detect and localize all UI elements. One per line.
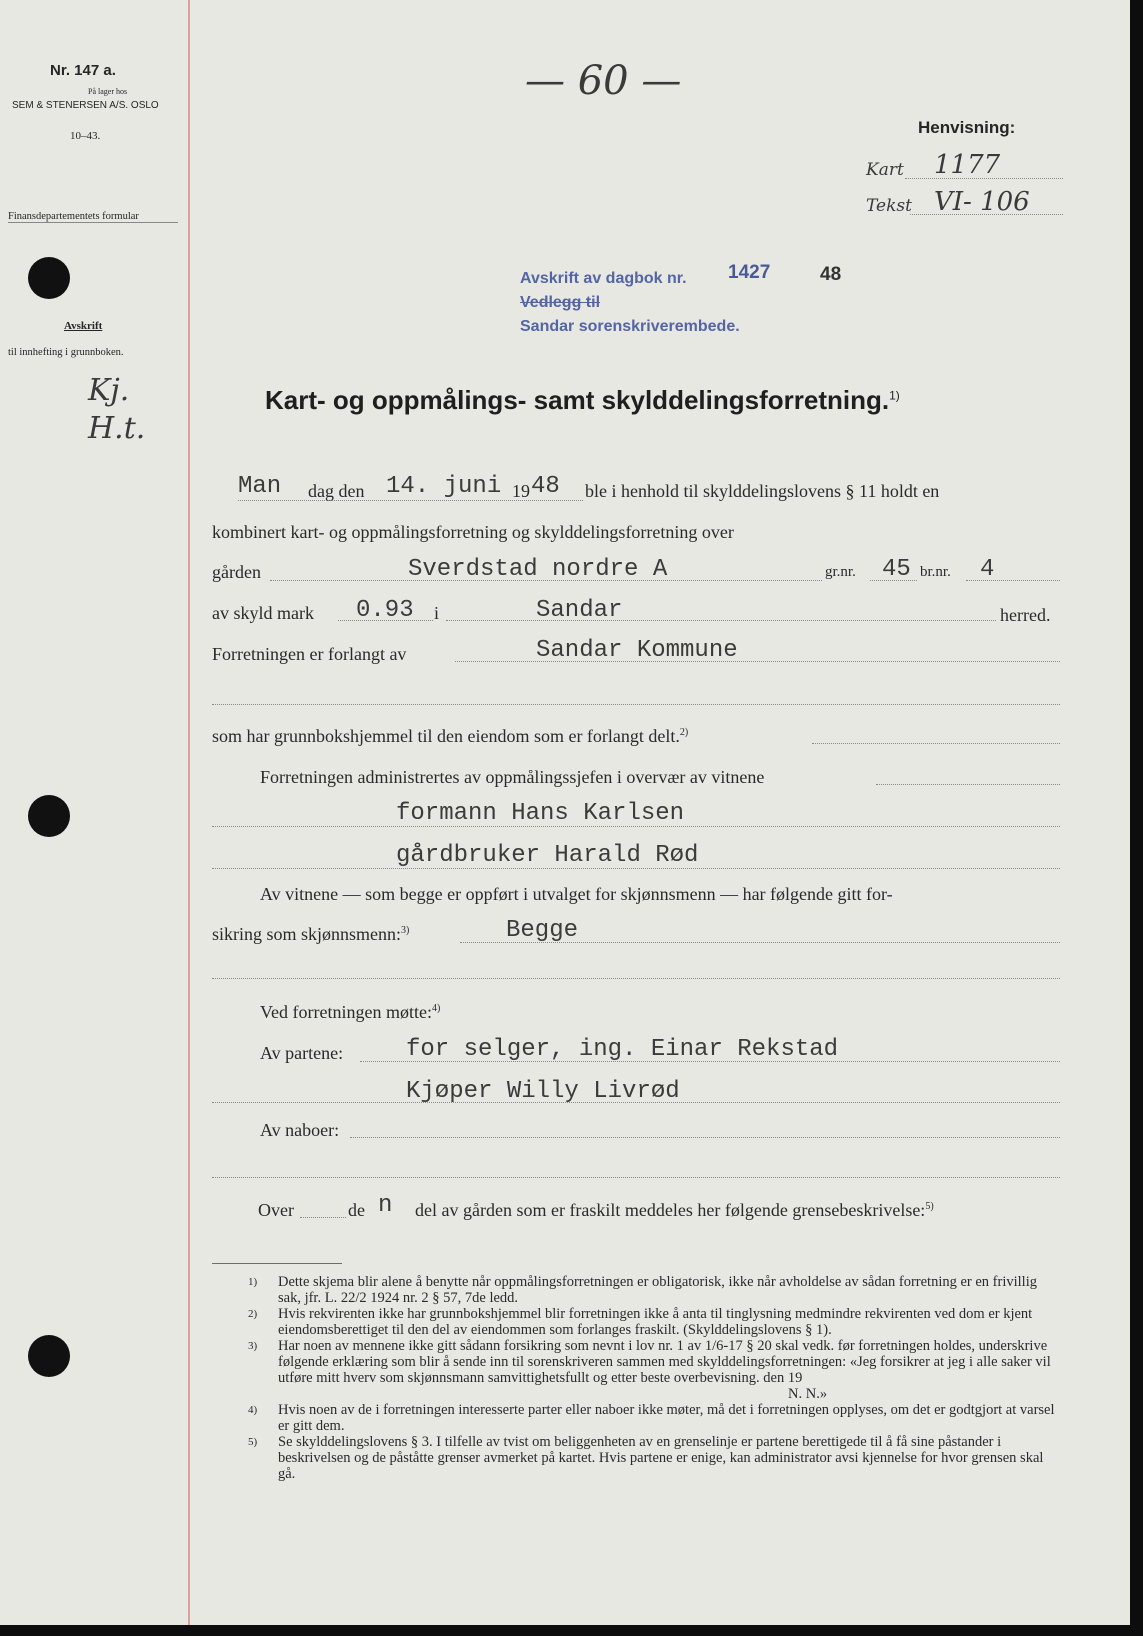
over-line xyxy=(300,1217,346,1218)
footnote-5: 5) Se skylddelingslovens § 3. I tilfelle av tvist om beliggenheten av en grenselinje er partene berettigede til å få sine påstander i beskrivelsen og de påståtte grenser avmerket på kartet. Hvis partene er enige, kan administrator avsi kjennelse for hvor grensen skal gå. xyxy=(248,1434,1044,1482)
hjemmel-line xyxy=(812,743,1060,744)
form-number: Nr. 147 a. xyxy=(50,62,116,79)
forsikring-line2: sikring som skjønnsmenn:$^{3)}$ xyxy=(212,924,410,944)
i-label: i xyxy=(434,603,440,623)
kart-value: 1177 xyxy=(934,150,1001,180)
brnr-line xyxy=(966,580,1060,581)
year-prefix: 19 xyxy=(512,481,530,501)
footnote-3-signature: N. N.» xyxy=(788,1386,828,1402)
grnr-line xyxy=(870,580,917,581)
tekst-line xyxy=(910,214,1063,215)
forlangt-value: Sandar Kommune xyxy=(536,637,738,664)
skyld-value: 0.93 xyxy=(356,597,414,624)
tekst-value: VI- 106 xyxy=(934,187,1030,217)
brnr-value: 4 xyxy=(980,556,995,583)
del-text: del av gården som er fraskilt meddeles her følgende grensebeskrivelse:$^{5)}$ xyxy=(415,1200,934,1220)
blank-line-2 xyxy=(212,978,1060,979)
punch-hole-top xyxy=(28,257,70,299)
stamp-line1: Avskrift av dagbok nr. xyxy=(520,270,687,287)
party-1-line xyxy=(360,1061,1060,1062)
date-line xyxy=(238,500,583,501)
hjemmel-text: som har grunnbokshjemmel til den eiendom som er forlangt delt.$^{2)}$ xyxy=(212,726,689,746)
forlangt-label: Forretningen er forlangt av xyxy=(212,644,407,664)
witness-1: formann Hans Karlsen xyxy=(396,800,685,827)
party-1: for selger, ing. Einar Rekstad xyxy=(406,1036,839,1063)
witness-2-line xyxy=(212,868,1060,869)
avskrift-title: Avskrift xyxy=(64,320,103,332)
line2-text: kombinert kart- og oppmålingsforretning og skylddelingsforretning over xyxy=(212,522,734,542)
brnr-label: br.nr. xyxy=(920,564,951,580)
footnotes xyxy=(248,1274,1056,1482)
party-2-line xyxy=(212,1102,1060,1103)
herred-label: herred. xyxy=(1000,605,1051,625)
grnr-label: gr.nr. xyxy=(825,564,856,580)
blank-line-1 xyxy=(212,704,1060,705)
avskrift-subtitle: til innhefting i grunnboken. xyxy=(8,347,124,358)
punch-hole-middle xyxy=(28,795,70,837)
line1-rest: ble i henhold til skylddelingslovens § 11 holdt en xyxy=(585,481,940,501)
witness-2: gårdbruker Harald Rød xyxy=(396,842,699,869)
footnote-2: 2) Hvis rekvirenten ikke har grunnbokshjemmel blir forretningen ikke å anta til tinglysning medmindre rekvirenten ved dom er kjent eiendomsberettiget til den del av eiendommen som forlanges fraskilt. (Skylddelingslovens § 1). xyxy=(248,1306,1033,1338)
blank-line-3 xyxy=(212,1177,1060,1178)
herred-line xyxy=(446,620,996,621)
year-value: 48 xyxy=(531,473,560,500)
forlangt-line xyxy=(455,661,1060,662)
naboer-label: Av naboer: xyxy=(260,1120,340,1140)
publisher-line2: SEM & STENERSEN A/S. OSLO xyxy=(12,100,159,111)
forsikring-value: Begge xyxy=(506,917,579,944)
day-value: Man xyxy=(238,473,282,500)
herred-value: Sandar xyxy=(536,597,623,624)
de-value: n xyxy=(378,1192,393,1219)
stamp-line3: Sandar sorenskriverembede. xyxy=(520,318,740,335)
naboer-line xyxy=(350,1137,1060,1138)
kart-line xyxy=(905,178,1063,179)
document-heading: Kart- og oppmålings- samt skylddelingsforretning.$^{1)}$ xyxy=(265,385,900,415)
form-type-underline xyxy=(8,222,178,223)
witness-1-line xyxy=(212,826,1060,827)
partene-label: Av partene: xyxy=(260,1043,344,1063)
forsikring-line1: Av vitnene — som begge er oppført i utvalget for skjønnsmenn — har følgende gitt for- xyxy=(260,884,893,904)
form-type: Finansdepartementets formular xyxy=(8,211,139,222)
date-value: 14. juni xyxy=(386,473,502,500)
over-label: Over xyxy=(258,1200,294,1220)
motte-label: Ved forretningen møtte:$^{4)}$ xyxy=(260,1002,441,1022)
stamp-line2: Vedlegg til xyxy=(520,294,601,311)
skyld-label: av skyld mark xyxy=(212,603,314,623)
party-2: Kjøper Willy Livrød xyxy=(406,1078,680,1105)
admin-line xyxy=(876,784,1060,785)
admin-text: Forretningen administrertes av oppmålingssjefen i overvær av vitnene xyxy=(260,767,765,787)
garden-value: Sverdstad nordre A xyxy=(408,556,668,583)
kart-label: Kart xyxy=(866,160,904,180)
footnote-rule xyxy=(212,1263,342,1264)
footnote-4: 4) Hvis noen av de i forretningen interesserte parter eller naboer ikke møter, må det i forretningen opplyses, om det er godtgjort at varsel er gitt dem. xyxy=(248,1402,1055,1434)
initials-signature: Kj. H.t. xyxy=(88,373,146,446)
stamp-year: 48 xyxy=(820,264,842,285)
garden-label: gården xyxy=(212,562,261,582)
punch-hole-bottom xyxy=(28,1335,70,1377)
publisher-line1: På lager hos xyxy=(88,87,128,96)
garden-line xyxy=(270,580,822,581)
date-code: 10–43. xyxy=(70,130,101,142)
forsikring-line xyxy=(460,942,1060,943)
stamp-number: 1427 xyxy=(728,262,771,283)
page-number: — 60 — xyxy=(525,58,682,104)
footnote-3: 3) Har noen av mennene ikke gitt sådann forsikring som nevnt i lov nr. 1 av 1/6-17 § 20 skal vedk. før forretningen holdes, underskrive følgende erklæring som blir å sende inn til sorenskriveren sammen med skylddelingsforretningen: «Jeg forsikrer at jeg i alle saker vil utføre mitt hverv som skjønnsmann samvittighetsfullt og etter beste overbevisning. den 19 xyxy=(248,1338,1051,1386)
reference-title: Henvisning: xyxy=(918,118,1016,137)
grnr-value: 45 xyxy=(882,556,911,583)
margin-rule xyxy=(188,0,190,1625)
footnote-1: 1) Dette skjema blir alene å benytte når oppmålingsforretningen er obligatorisk, ikke når avholdelse av sådan forretning er en frivillig sak, jfr. L. 22/2 1924 nr. 2 § 57, 7de ledd. xyxy=(248,1274,1037,1306)
dag-den-label: dag den xyxy=(308,481,365,501)
skyld-line xyxy=(338,620,433,621)
de-label: de xyxy=(348,1200,365,1220)
tekst-label: Tekst xyxy=(866,196,912,216)
